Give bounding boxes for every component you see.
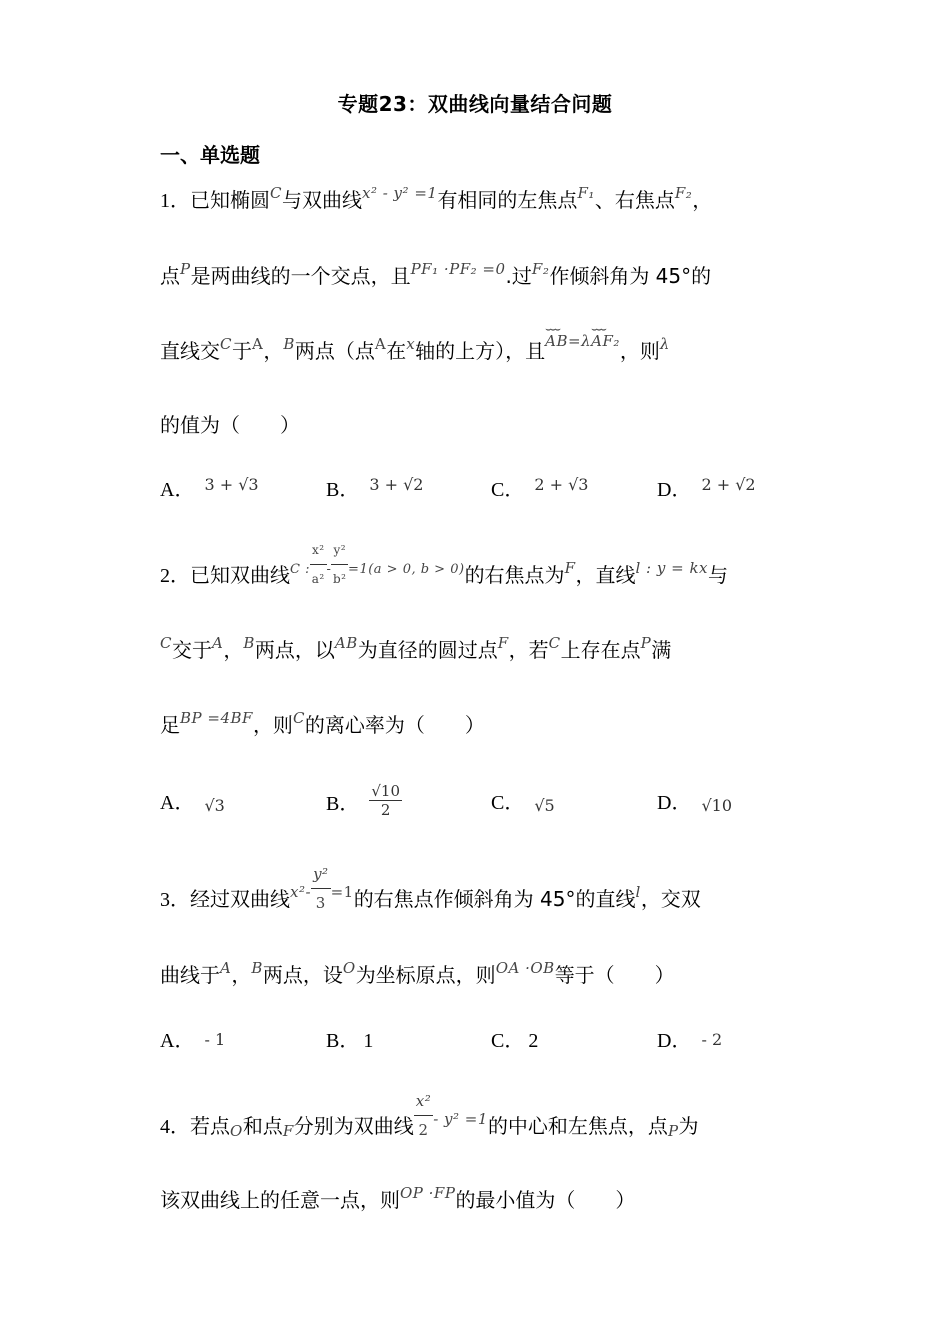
q2-line-2: $^C$交于$^A$，$^B$两点，以$^{AB}$为直径的圆过点$^F$，若$^C$上存在点$^P$满 <box>160 634 672 662</box>
q2-hyperbola-condition: =1(a > 0, b > 0) <box>348 562 465 577</box>
q3-option-c[interactable]: C． 2 <box>491 1030 539 1052</box>
q1-line-1: 1．已知椭圆$^C$与双曲线$^{x^2 - y^2 =1}$有相同的左焦点$^{F_1}$、右焦点$^{F_2}$， <box>160 184 713 212</box>
q1-vector-ab: ⌣⌣⌣ AB <box>545 327 568 355</box>
q1-line-4: 的值为（ ） <box>160 413 300 437</box>
page-title: 专题23：双曲线向量结合问题 <box>337 92 613 116</box>
q2-vector-equation: BP =4BF <box>180 709 253 727</box>
q3-option-b[interactable]: B． 1 <box>326 1030 374 1052</box>
q4-dot-product: OP ·FP <box>400 1184 456 1202</box>
section-heading: 一、单选题 <box>160 143 260 167</box>
q1-line-2: 点$^P$是两曲线的一个交点，且$^{PF_1 \cdot PF_2 =0}$.过$^{F_2}$作倾斜角为 45°的 <box>160 260 712 288</box>
q1-hyperbola-equation: x² - y² =1 <box>361 184 438 202</box>
q2-line-3: 足$^{BP =4BF}$，则$^C$的离心率为（ ） <box>160 709 485 737</box>
q1-option-d[interactable]: D． $^{2 + √2}$ <box>657 475 756 501</box>
q1-option-c[interactable]: C． $^{2 + √3}$ <box>491 475 589 501</box>
q2-option-b[interactable]: B． $\frac{√10}{2}$ <box>326 782 400 819</box>
q2-line-1: 2．已知双曲线$^{C :}$ $\frac{\text{x²}}{\text{a²}}$ - $\frac{\text{y²}}{\text{b²}}$ $^{=1(a > 0, b > 0)}$的右焦点为$^F$，直线$^{l : y = kx}$与 <box>160 548 800 605</box>
q1-option-b[interactable]: B． $^{3 + √2}$ <box>326 475 424 501</box>
q3-dot-product: OA ·OB <box>495 959 555 977</box>
q4-hyperbola-equation: - y² =1 <box>433 1110 488 1128</box>
q3-line-2: 曲线于$^A$，$^B$两点，设$^O$为坐标原点，则$^{OA \cdot OB}$等于（ ） <box>160 959 675 987</box>
q4-line-2: 该双曲线上的任意一点，则$^{OP \cdot FP}$的最小值为（ ） <box>160 1184 636 1212</box>
q1-option-a[interactable]: A． $^{3 + √3}$ <box>160 475 259 501</box>
q2-option-c[interactable]: C． √5 <box>491 792 555 815</box>
q1-line-3: 直线交$^C$于$^A$，$^B$两点（点$^A$在$^x$轴的上方），且⌣⌣⌣ $AB^{=\lambda}⌣⌣⌣$ AF₂，则$^\lambda$ <box>160 337 800 367</box>
q4-line-1: 4．若点O和点F分别为双曲线 $\frac{\text{x²}}{2}$ $^{- y^2 =1}$的中心和左焦点，点P为 <box>160 1099 800 1156</box>
q3-option-a[interactable]: A． - 1 <box>160 1030 226 1052</box>
q3-option-d[interactable]: D． - 2 <box>657 1030 723 1052</box>
q1-vector-af2: ⌣⌣⌣ AF₂ <box>591 327 620 355</box>
q3-line-1: 3．经过双曲线$^{x^2-}$ $\frac{\text{y²}}{3}$ $^{=1}$的右焦点作倾斜角为 45°的直线$^l$，交双 <box>160 872 800 929</box>
q2-option-d[interactable]: D． √10 <box>657 792 733 815</box>
q2-option-a[interactable]: A． √3 <box>160 792 225 815</box>
q1-dot-product: PF₁ ·PF₂ =0 <box>410 260 506 278</box>
q2-line-equation: l : y = kx <box>635 559 708 577</box>
